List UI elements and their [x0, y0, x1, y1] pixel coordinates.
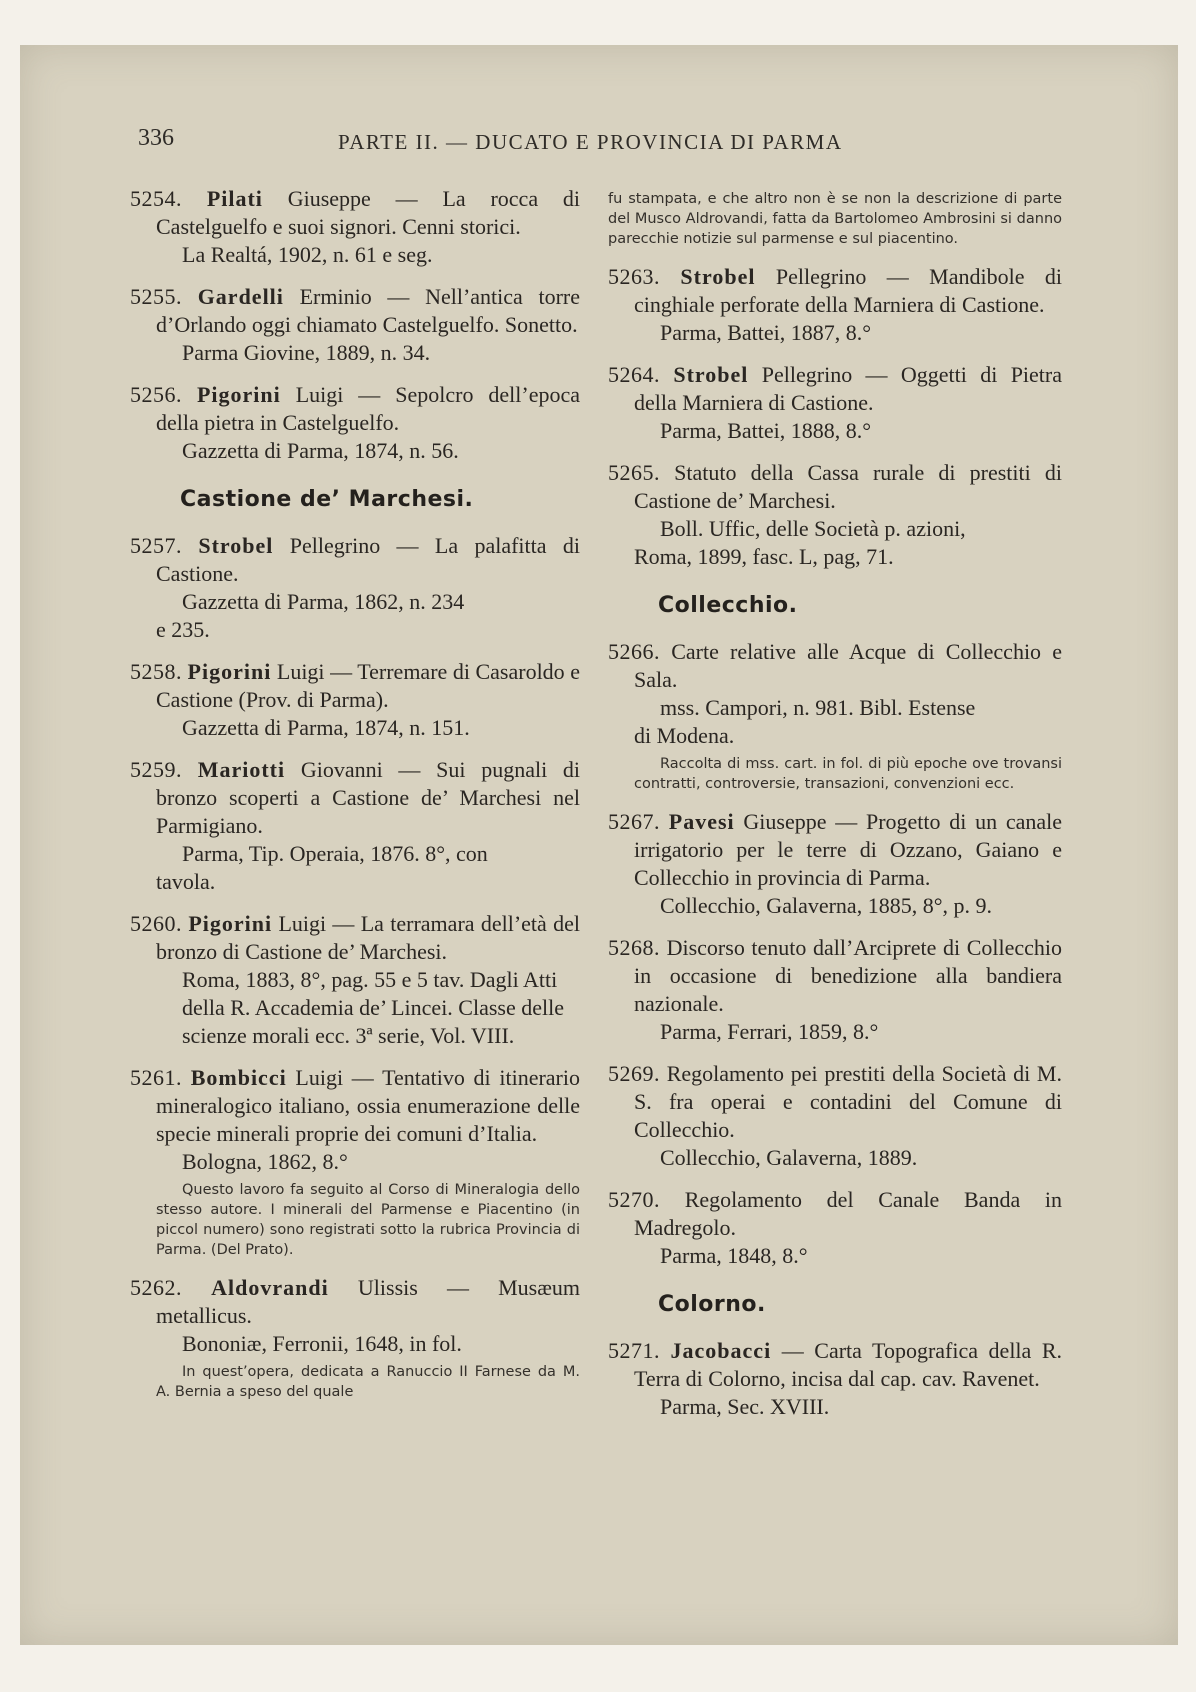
entry-publication: Collecchio, Galaverna, 1889. [660, 1145, 918, 1170]
entry-title: Luigi — Sepolcro dell’epoca della pietra in Castelguelfo. [156, 382, 581, 435]
entry-number: 5263. [608, 264, 660, 289]
entry-5267 [608, 808, 1062, 920]
entry-number: 5254. [130, 186, 182, 211]
entry-number: 5269. [608, 1061, 660, 1086]
entry-publication: Gazzetta di Parma, 1874, n. 151. [182, 715, 470, 740]
entry-number: 5260. [130, 911, 182, 936]
entry-title: Giovanni — Sui pugnali di bronzo scoperti a Castione de’ Marchesi nel Parmigiano. [156, 757, 581, 838]
entry-heading [608, 263, 1062, 319]
entry-publication: Parma, Battei, 1888, 8.° [660, 418, 872, 443]
entry-heading [608, 1060, 1062, 1144]
entry-number: 5261. [130, 1065, 182, 1090]
entry-author: Gardelli [197, 284, 284, 309]
entry-publication-continued: tavola. [156, 869, 216, 894]
entry-5268 [608, 934, 1062, 1046]
entry-title: — Carta Topografica della R. Terra di Colorno, incisa dal cap. cav. Ravenet. [634, 1338, 1063, 1391]
entry-publication: La Realtá, 1902, n. 61 e seg. [182, 242, 433, 267]
entry-5254 [130, 185, 580, 269]
entry-title: Ulissis — Musæum metallicus. [156, 1275, 581, 1328]
entry-publication: Parma, Battei, 1887, 8.° [660, 320, 872, 345]
entry-title: Regolamento del Canale Banda in Madregolo. [634, 1187, 1063, 1240]
entry-heading [130, 532, 580, 588]
entry-publication-continued: Roma, 1899, fasc. L, pag, 71. [634, 544, 894, 569]
entry-title: Carte relative alle Acque di Collecchio e Sala. [634, 639, 1062, 692]
entry-publication-continued: e 235. [156, 617, 210, 642]
entry-title: Luigi — La terramara dell’età del bronzo di Castione de’ Marchesi. [156, 911, 581, 964]
entry-5255 [130, 283, 580, 367]
entry-author: Strobel [680, 264, 756, 289]
entry-note-continued: fu stampata, e che altro non è se non la descrizione di parte del Musco Aldrovandi, fatta da Bartolomeo Ambrosini si danno parecchie notizie sul parmense e sul piacentino. [608, 191, 1062, 247]
entry-heading [608, 1337, 1062, 1393]
entry-author: Pigorini [196, 382, 281, 407]
page-number: 336 [138, 125, 174, 151]
entry-author: Bombicci [190, 1065, 287, 1090]
entry-publication: Boll. Uffic, delle Società p. azioni, [660, 516, 966, 541]
entry-author: Pigorini [188, 911, 273, 936]
entry-heading [130, 185, 580, 241]
entry-note: In quest’opera, dedicata a Ranuccio II Farnese da M. A. Bernia a speso del quale [156, 1364, 580, 1400]
entry-5262 [130, 1274, 580, 1402]
entry-title: Giuseppe — La rocca di Castelguelfo e suoi signori. Cenni storici. [156, 186, 581, 239]
entry-title: Pellegrino — Mandibole di cinghiale perforate della Marniera di Castione. [634, 264, 1063, 317]
entry-title: Giuseppe — Progetto di un canale irrigatorio per le terre di Ozzano, Gaiano e Collecchio in provincia di Parma. [634, 809, 1063, 890]
entry-5264 [608, 361, 1062, 445]
entry-5256 [130, 381, 580, 465]
entry-title: Pellegrino — La palafitta di Castione. [156, 533, 581, 586]
entry-heading [608, 459, 1062, 515]
entry-5263 [608, 263, 1062, 347]
entry-title: Pellegrino — Oggetti di Pietra della Marniera di Castione. [634, 362, 1063, 415]
entry-5258 [130, 658, 580, 742]
entry-author: Pavesi [668, 809, 735, 834]
entry-title: Luigi — Tentativo di itinerario mineralogico italiano, ossia enumerazione delle specie minerali proprie dei comuni d’Italia. [156, 1065, 580, 1146]
entry-publication: Parma, Tip. Operaia, 1876. 8°, con [182, 841, 488, 866]
entry-note: Questo lavoro fa seguito al Corso di Mineralogia dello stesso autore. I minerali del Parmense e Piacentino (in piccol numero) sono registrati sotto la rubrica Provincia di Parma. (Del Prato). [156, 1182, 580, 1258]
entry-author: Jacobacci [670, 1338, 772, 1363]
entry-number: 5265. [608, 460, 660, 485]
entry-heading [608, 638, 1062, 694]
entry-publication: Parma, Sec. XVIII. [660, 1394, 830, 1419]
entry-publication: Parma, 1848, 8.° [660, 1243, 808, 1268]
entry-number: 5270. [608, 1187, 660, 1212]
entry-number: 5264. [608, 362, 660, 387]
entry-title: Statuto della Cassa rurale di prestiti di Castione de’ Marchesi. [634, 460, 1062, 513]
entry-author: Aldovrandi [211, 1275, 329, 1300]
entry-publication: Gazzetta di Parma, 1874, n. 56. [182, 438, 459, 463]
section-heading-castione: Castione de’ Marchesi. [180, 487, 474, 512]
entry-5257 [130, 532, 580, 644]
entry-5261 [130, 1064, 580, 1260]
entry-number: 5268. [608, 935, 660, 960]
entry-publication: Parma Giovine, 1889, n. 34. [182, 340, 431, 365]
entry-heading [608, 808, 1062, 892]
entry-5271 [608, 1337, 1062, 1421]
entry-note: Raccolta di mss. cart. in fol. di più epoche ove trovansi contratti, controversie, transazioni, convenzioni ecc. [634, 756, 1062, 792]
entry-number: 5266. [608, 639, 660, 664]
entry-5269 [608, 1060, 1062, 1172]
entry-number: 5257. [130, 533, 182, 558]
entry-publication: mss. Campori, n. 981. Bibl. Estense [660, 695, 976, 720]
entry-5265 [608, 459, 1062, 571]
entry-heading [130, 658, 580, 714]
section-heading-collecchio: Collecchio. [658, 593, 798, 618]
entry-author: Pigorini [187, 659, 272, 684]
page-header [138, 125, 868, 160]
entry-number: 5258. [130, 659, 182, 684]
entry-author: Strobel [198, 533, 274, 558]
entry-author: Mariotti [197, 757, 286, 782]
entry-number: 5255. [130, 284, 182, 309]
entry-publication: Gazzetta di Parma, 1862, n. 234 [182, 589, 465, 614]
entry-5260 [130, 910, 580, 1050]
entry-heading [130, 910, 580, 966]
entry-heading [130, 381, 580, 437]
entry-number: 5267. [608, 809, 660, 834]
right-column [608, 185, 1062, 1435]
entry-heading [130, 1274, 580, 1330]
entry-publication: Collecchio, Galaverna, 1885, 8°, p. 9. [660, 893, 992, 918]
entry-5270 [608, 1186, 1062, 1270]
entry-heading [608, 1186, 1062, 1242]
entry-heading [130, 283, 580, 339]
entry-title: Erminio — Nell’antica torre d’Orlando oggi chiamato Castelguelfo. Sonetto. [156, 284, 580, 337]
entry-publication: Bologna, 1862, 8.° [182, 1149, 348, 1174]
section-heading-colorno: Colorno. [658, 1292, 766, 1317]
entry-heading [608, 361, 1062, 417]
entry-heading [608, 934, 1062, 1018]
entry-title: Luigi — Terremare di Casaroldo e Castione (Prov. di Parma). [156, 659, 580, 712]
entry-5266 [608, 638, 1062, 794]
entry-author: Pilati [206, 186, 263, 211]
continued-note [608, 189, 1062, 249]
entry-heading [130, 1064, 580, 1148]
entry-title: Discorso tenuto dall’Arciprete di Collecchio in occasione di benedizione alla bandiera nazionale. [634, 935, 1063, 1016]
entry-publication: Parma, Ferrari, 1859, 8.° [660, 1019, 879, 1044]
entry-number: 5271. [608, 1338, 660, 1363]
entry-number: 5262. [130, 1275, 182, 1300]
entry-title: Regolamento pei prestiti della Società di M. S. fra operai e contadini del Comune di Collecchio. [634, 1061, 1062, 1142]
entry-author: Strobel [673, 362, 749, 387]
entry-publication: Roma, 1883, 8°, pag. 55 e 5 tav. Dagli Atti della R. Accademia de’ Lincei. Classe delle scienze morali ecc. 3ª serie, Vol. VIII. [182, 967, 564, 1048]
entry-heading [130, 756, 580, 840]
entry-publication-continued: di Modena. [634, 723, 735, 748]
entry-5259 [130, 756, 580, 896]
entry-publication: Bononiæ, Ferronii, 1648, in fol. [182, 1331, 462, 1356]
left-column [130, 185, 580, 1416]
running-title: PARTE II. — DUCATO E PROVINCIA DI PARMA [338, 130, 843, 154]
entry-number: 5259. [130, 757, 182, 782]
entry-number: 5256. [130, 382, 182, 407]
